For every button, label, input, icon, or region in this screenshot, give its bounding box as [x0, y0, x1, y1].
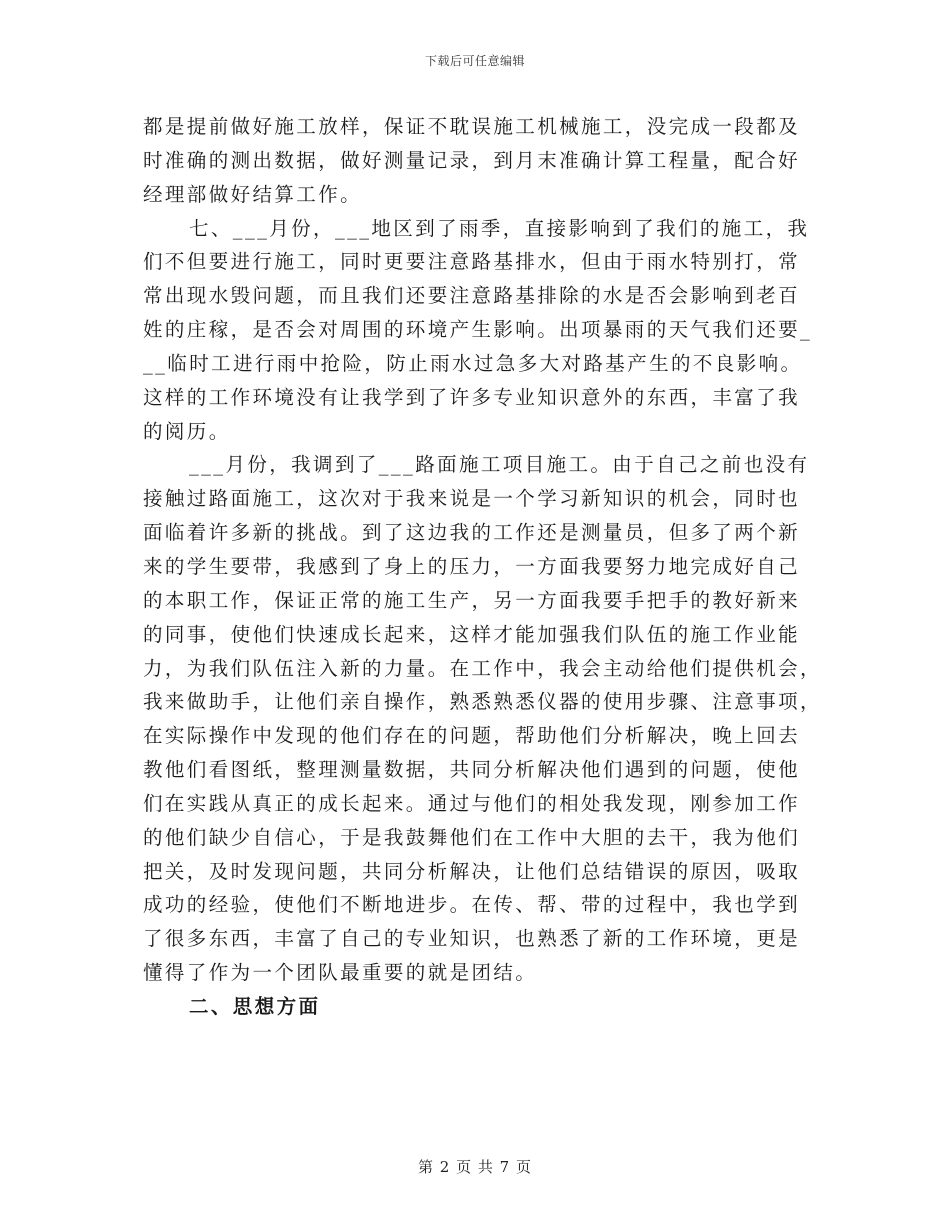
page-header: 下载后可任意编辑	[424, 54, 525, 68]
paragraph-line: 七、___月份，___地区到了雨季，直接影响到了我们的施工，我	[189, 216, 810, 240]
paragraph-line: 懂得了作为一个团队最重要的就是团结。	[143, 961, 538, 985]
paragraph-line: 时准确的测出数据，做好测量记录，到月末准确计算工程量，配合好	[143, 148, 801, 172]
paragraph-line: 接触过路面施工，这次对于我来说是一个学习新知识的机会，同时也	[143, 487, 801, 511]
paragraph-line: 在实际操作中发现的他们存在的问题，帮助他们分析解决，晚上回去	[143, 724, 801, 748]
paragraph-line: 把关，及时发现问题，共同分析解决，让他们总结错误的原因，吸取	[143, 859, 801, 883]
paragraph-line: __临时工进行雨中抢险，防止雨水过急多大对路基产生的不良影响。	[143, 351, 803, 375]
paragraph-line: 的阅历。	[143, 419, 231, 443]
paragraph-line: 姓的庄稼，是否会对周围的环境产生影响。出项暴雨的天气我们还要_	[143, 318, 813, 342]
paragraph-line: 经理部做好结算工作。	[143, 182, 363, 206]
paragraph-line: 成功的经验，使他们不断地进步。在传、帮、带的过程中，我也学到	[143, 893, 801, 917]
paragraph-line: 们不但要进行施工，同时更要注意路基排水，但由于雨水特别打，常	[143, 250, 801, 274]
paragraph-line: 都是提前做好施工放样，保证不耽误施工机械施工，没完成一段都及	[143, 115, 801, 138]
paragraph-line: 教他们看图纸，整理测量数据，共同分析解决他们遇到的问题，使他	[143, 758, 801, 782]
paragraph-line: 常出现水毁问题，而且我们还要注意路基排除的水是否会影响到老百	[143, 284, 801, 308]
paragraph-line: 的他们缺少自信心，于是我鼓舞他们在工作中大胆的去干，我为他们	[143, 825, 801, 849]
paragraph-line: 了很多东西，丰富了自己的专业知识，也熟悉了新的工作环境，更是	[143, 927, 801, 951]
paragraph-line: 的本职工作，保证正常的施工生产，另一方面我要手把手的教好新来	[143, 588, 801, 612]
paragraph-line: 力，为我们队伍注入新的力量。在工作中，我会主动给他们提供机会，	[143, 656, 822, 680]
section-heading: 二、思想方面	[189, 994, 321, 1018]
paragraph-line: 面临着许多新的挑战。到了这边我的工作还是测量员，但多了两个新	[143, 521, 801, 545]
paragraph-line: 们在实践从真正的成长起来。通过与他们的相处我发现，刚参加工作	[143, 791, 801, 815]
paragraph-line: ___月份，我调到了___路面施工项目施工。由于自己之前也没有	[189, 453, 810, 477]
paragraph-line: 这样的工作环境没有让我学到了许多专业知识意外的东西，丰富了我	[143, 385, 801, 409]
page-number: 第 2 页 共 7 页	[418, 1158, 532, 1176]
paragraph-line: 来的学生要带，我感到了身上的压力，一方面我要努力地完成好自己	[143, 554, 801, 578]
document-body	[143, 111, 822, 1025]
paragraph-line: 的同事，使他们快速成长起来，这样才能加强我们队伍的施工作业能	[143, 622, 801, 646]
paragraph-line: 我来做助手，让他们亲自操作，熟悉熟悉仪器的使用步骤、注意事项，	[143, 690, 822, 714]
